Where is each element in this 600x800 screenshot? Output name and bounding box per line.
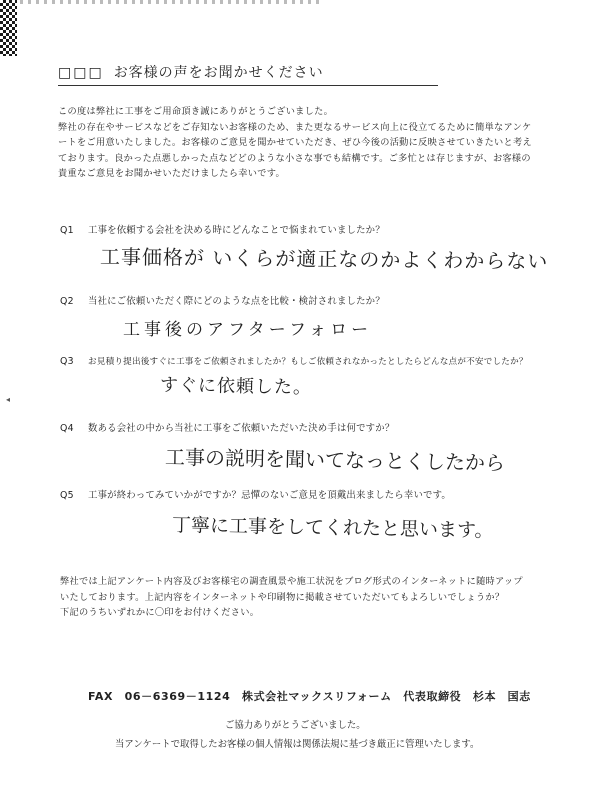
closing-line: 弊社では上記アンケート内容及びお客様宅の調査風景や施工状況をブログ形式のインターネットに随時アップ <box>60 576 523 587</box>
question-text: 工事が終わってみていかがですか？忌憚のないご意見を頂戴出来ましたら幸いです。 <box>88 490 452 501</box>
question-1 <box>60 222 540 236</box>
intro-line: ております。良かった点悪しかった点などどのような小さな事でも結構です。ご多忙とは存じますが、お客様の <box>58 152 531 164</box>
question-number: Q3 <box>60 356 74 367</box>
question-text: お見積り提出後すぐに工事をご依頼されましたか？もしご依頼されなかったとしたらどんな点が不安でしたか？ <box>88 357 528 367</box>
answer-5: 丁寧に工事をしてくれたと思います。 <box>171 514 494 542</box>
question-text: 数ある会社の中から当社に工事をご依頼いただいた決め手は何ですか？ <box>88 423 395 434</box>
consent-paragraph <box>60 574 560 621</box>
question-5 <box>60 487 540 501</box>
title-boxes: □□□ <box>58 65 104 81</box>
intro-line: この度は弊社に工事をご用命頂き誠にありがとうございました。 <box>58 106 334 117</box>
answer-4: 工事の説明を聞いてなっとくしたから <box>164 445 506 475</box>
intro-line: 弊社の存在やサービスなどをご存知ないお客様のため、また更なるサービス向上に役立てるために簡単なアンケ <box>58 121 532 133</box>
intro-paragraph <box>58 104 558 182</box>
corner-pattern <box>0 0 17 56</box>
question-4 <box>60 420 540 434</box>
thanks-line: ご協力ありがとうございました。 <box>225 720 366 731</box>
question-number: Q1 <box>60 225 74 236</box>
fax-contact-line: FAX 06－6369－1124 株式会社マックスリフォーム 代表取締役 杉本 国志 <box>88 690 531 703</box>
privacy-notice: 当アンケートで取得したお客様の個人情報は関係法規に基づき厳正に管理いたします。 <box>115 739 480 750</box>
question-text: 当社にご依頼いただく際にどのような点を比較・検討されましたか？ <box>88 296 385 307</box>
left-marker-icon: ◂ <box>6 395 11 404</box>
intro-line: 貴重なご意見をお聞かせいただけましたら幸いです。 <box>58 168 285 179</box>
question-number: Q2 <box>60 296 74 307</box>
closing-line: いたしております。上記内容をインターネットや印刷物に掲載させていただいてもよろしいでしょうか？ <box>60 591 505 603</box>
question-3 <box>60 355 540 367</box>
intro-line: ートをご用意いたしました。お客様のご意見を聞かせていただき、ぜひ今後の活動に反映させていきたいと考え <box>58 137 533 148</box>
answer-2: 工事後のアフターフォロー <box>123 320 373 340</box>
title-text: お客様の声をお聞かせください <box>113 65 324 81</box>
page-title <box>58 62 438 86</box>
closing-line: 下記のうちいずれかに〇印をお付けください。 <box>60 607 260 618</box>
answer-3: すぐに依頼した。 <box>159 374 313 399</box>
question-text: 工事を依頼する会社を決める時にどんなことで悩まれていましたか？ <box>88 225 385 236</box>
question-number: Q5 <box>60 490 74 501</box>
scan-edge-line <box>20 0 320 4</box>
question-number: Q4 <box>60 423 74 434</box>
answer-1: 工事価格が いくらが適正なのかよくわからない <box>99 244 549 274</box>
question-2 <box>60 293 540 307</box>
